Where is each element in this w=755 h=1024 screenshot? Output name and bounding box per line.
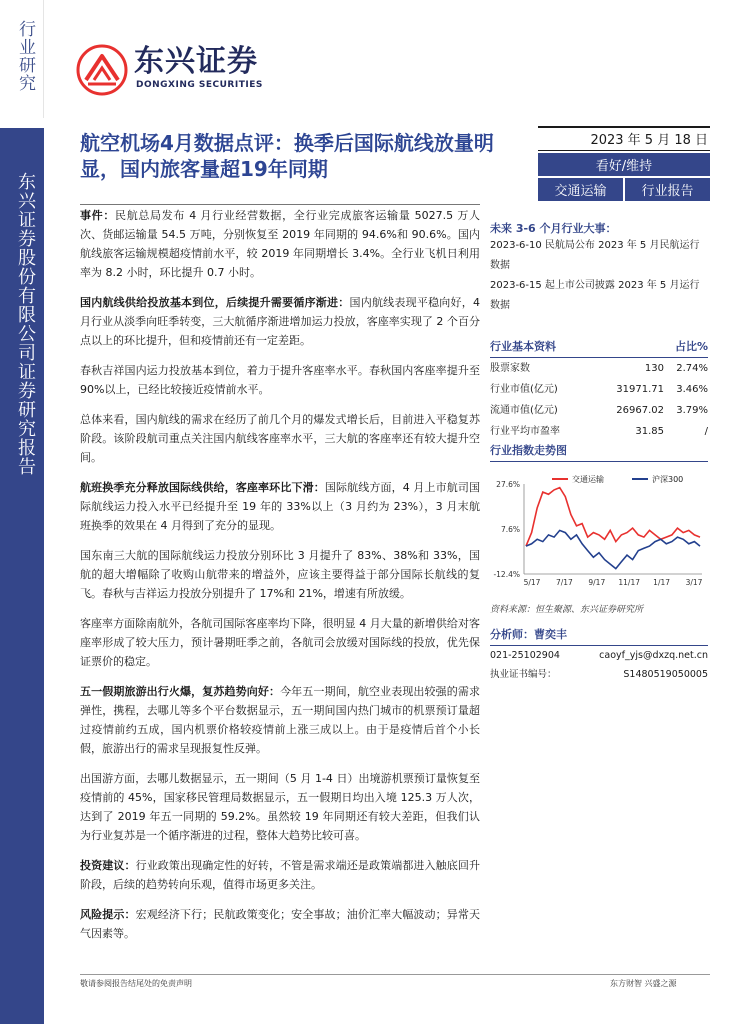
- y-tick-label: 27.6%: [496, 480, 520, 489]
- paragraph-investment: [80, 856, 480, 894]
- logo-text-cn: 东兴证券: [134, 44, 258, 79]
- row-share: 2.74%: [676, 363, 708, 374]
- report-title: 航空机场4月数据点评：换季后国际航线放量明显，国内旅客量超19年同期: [80, 131, 494, 181]
- table-row: [490, 400, 708, 421]
- row-label: 股票家数: [490, 363, 530, 374]
- event-item: 2023-6-10 民航局公布 2023 年 5 月民航运行数据: [490, 240, 700, 271]
- paragraph-outbound: 出国游方面，去哪儿数据显示，五一期间（5 月 1-4 日）出境游机票预订量恢复至疫情前的 45%，国家移民管理局数据显示，五一假期日均出入境 125.3 万人次，达到了 2019 年五一同期的 59.2%。虽然较 19 年同期还有较大差距，但我们认为行业复苏是一个循序渐进的过程，整体大趋势比较可喜。: [80, 772, 480, 842]
- table-row: [490, 358, 708, 379]
- basic-data-title: 行业基本资料: [490, 340, 556, 353]
- x-tick-label: 7/17: [555, 578, 573, 587]
- y-tick-label: -12.4%: [493, 570, 520, 579]
- label-domestic: 国内航线供给投放基本到位，后续提升需要循序渐进：: [80, 296, 350, 309]
- label-mayday: 五一假期旅游出行火爆，复苏趋势向好：: [80, 685, 281, 698]
- cert-number: S1480519050005: [623, 669, 708, 680]
- label-event: 事件：: [80, 209, 116, 222]
- x-tick-label: 1/17: [653, 578, 671, 587]
- row-value: 31.85: [635, 426, 664, 437]
- basic-data-header: [490, 338, 708, 358]
- row-share: /: [704, 426, 708, 437]
- analyst-heading: [490, 626, 567, 642]
- logo-text-en: DONGXING SECURITIES: [136, 80, 263, 90]
- report-meta-box: [538, 126, 710, 201]
- table-row: [490, 379, 708, 400]
- paragraph-international: [80, 478, 480, 535]
- row-share: 3.79%: [676, 405, 708, 416]
- row-value: 130: [644, 363, 664, 374]
- analyst-label: 分析师：: [490, 628, 534, 641]
- analyst-contact-row: [490, 646, 708, 665]
- legend-label: 交通运输: [572, 475, 604, 484]
- text-domestic: 国内航线表现平稳向好，4 月行业从淡季向旺季转变，三大航循序渐进增加运力投放，客座率实现了 2 个百分点以上的环比提升，但和疫情前还有一定差距。: [80, 296, 480, 347]
- sidebar-top: [0, 0, 44, 118]
- report-date: 2023 年 5 月 18 日: [538, 126, 710, 151]
- index-trend-chart: [490, 470, 708, 598]
- x-tick-label: 3/17: [685, 578, 703, 587]
- footer-slogan: 东方财智 兴盛之源: [610, 979, 677, 988]
- source-note: 资料来源：恒生聚源、东兴证券研究所: [490, 605, 644, 615]
- text-international: 国际航线方面，4 月上市航司国际航线运力投入水平已经提升至 19 年的 33%以上（3 月约为 23%），3 月末航班换季的效果在 4 月得到了充分的显现。: [80, 481, 480, 532]
- y-tick-label: 7.6%: [500, 525, 520, 534]
- logo-mark-icon: [76, 44, 128, 96]
- cert-label: 执业证书编号：: [490, 669, 557, 680]
- label-risk: 风险提示：: [80, 908, 136, 921]
- legend-label: 沪深300: [652, 475, 684, 484]
- row-label: 行业市值(亿元): [490, 384, 558, 395]
- text-mayday: 今年五一期间，航空业表现出较强的需求弹性，携程，去哪儿等多个平台数据显示，五一期间国内热门城市的机票预订量超过疫情前约五成，国内机票价格较疫情前上涨三成以上。由于是疫情后首个小长假，旅游出行的需求呈现报复性反弹。: [80, 685, 481, 755]
- paragraph-mayday: [80, 682, 480, 758]
- event-item: 2023-6-15 起上市公司披露 2023 年 5 月运行数据: [490, 280, 700, 311]
- paragraph-event: [80, 206, 480, 282]
- footer-disclaimer: 敬请参阅报告结尾处的免责声明: [80, 979, 192, 988]
- row-label: 流通市值(亿元): [490, 405, 558, 416]
- company-logo: [76, 44, 296, 96]
- analyst-email[interactable]: caoyf_yjs@dxzq.net.cn: [599, 650, 708, 661]
- trend-chart-section: [490, 442, 708, 462]
- series-line-transport: [526, 488, 700, 546]
- sidebar-band: [0, 128, 44, 1024]
- row-value: 26967.02: [616, 405, 664, 416]
- x-tick-label: 11/17: [618, 578, 641, 587]
- industry-basic-data: [490, 338, 708, 442]
- trend-title: [490, 442, 708, 462]
- text-risk: 宏观经济下行；民航政策变化；安全事故；油价汇率大幅波动；异常天气因素等。: [80, 908, 481, 940]
- table-row: [490, 421, 708, 442]
- label-investment: 投资建议：: [80, 859, 136, 872]
- paragraph-spring-juneyao: 春秋吉祥国内运力投放基本到位，着力于提升客座率水平。春秋国内客座率提升至 90%以上，已经比较接近疫情前水平。: [80, 364, 480, 396]
- analyst-phone: 021-25102904: [490, 650, 560, 661]
- industry-tag: 交通运输: [538, 178, 623, 201]
- upcoming-events: [490, 220, 708, 316]
- main-body: [80, 206, 480, 954]
- share-column-header: 占比%: [674, 340, 708, 353]
- analyst-block: [490, 626, 708, 684]
- trend-title-text: 行业指数走势图: [490, 444, 567, 457]
- label-international: 航班换季充分释放国际线供给，客座率环比下滑：: [80, 481, 325, 494]
- company-vertical-label: 东兴证券股份有限公司证券研究报告: [15, 172, 36, 476]
- x-tick-label: 9/17: [588, 578, 606, 587]
- analyst-cert-row: [490, 665, 708, 684]
- row-label: 行业平均市盈率: [490, 426, 560, 437]
- row-share: 3.46%: [676, 384, 708, 395]
- footer-divider: [80, 974, 710, 975]
- x-tick-label: 5/17: [523, 578, 541, 587]
- events-title: 未来 3-6 个月行业大事：: [490, 222, 617, 235]
- paragraph-capacity: 国东南三大航的国际航线运力投放分别环比 3 月提升了 83%、38%和 33%，国航的超大增幅除了收购山航带来的增益外，应该主要得益于部分国际长航线的复飞。春秋与吉祥运力投放分别提升了 17%和 21%，增速有所放缓。: [80, 549, 480, 600]
- text-event: 民航总局发布 4 月行业经营数据，全行业完成旅客运输量 5027.5 万人次、货邮运输量 54.5 万吨，分别恢复至 2019 年同期的 94.6%和 90.6%。国内航线旅客运输规模超疫情前水平，较 2019 年同期增长 3.4%。全行业飞机日利用率为 8.2 小时，环比提升 0.7 小时。: [80, 209, 481, 279]
- report-type-label: 行业研究: [15, 20, 35, 92]
- paragraph-risk: [80, 905, 480, 943]
- report-type-tag: 行业报告: [625, 178, 710, 201]
- chart-source: [490, 602, 708, 615]
- paragraph-load-factor: 客座率方面除南航外，各航司国际客座率均下降，很明显 4 月大量的新增供给对客座率形成了较大压力，预计暑期旺季之前，各航司会放缓对国际线的投放，优先保证票价的稳定。: [80, 617, 480, 668]
- analyst-header: [490, 626, 708, 646]
- row-value: 31971.71: [616, 384, 664, 395]
- title-divider: [80, 204, 480, 205]
- analyst-name: 曹奕丰: [534, 628, 567, 641]
- paragraph-overall: 总体来看，国内航线的需求在经历了前几个月的爆发式增长后，目前进入平稳复苏阶段。该阶段航司重点关注国内航线客座率水平，三大航的客座率还有较大提升空间。: [80, 413, 480, 464]
- text-investment: 行业政策出现确定性的好转，不管是需求端还是政策端都进入触底回升阶段，后续的趋势转向乐观，值得市场更多关注。: [80, 859, 481, 891]
- paragraph-domestic: [80, 293, 480, 350]
- rating-badge: 看好/维持: [538, 153, 710, 176]
